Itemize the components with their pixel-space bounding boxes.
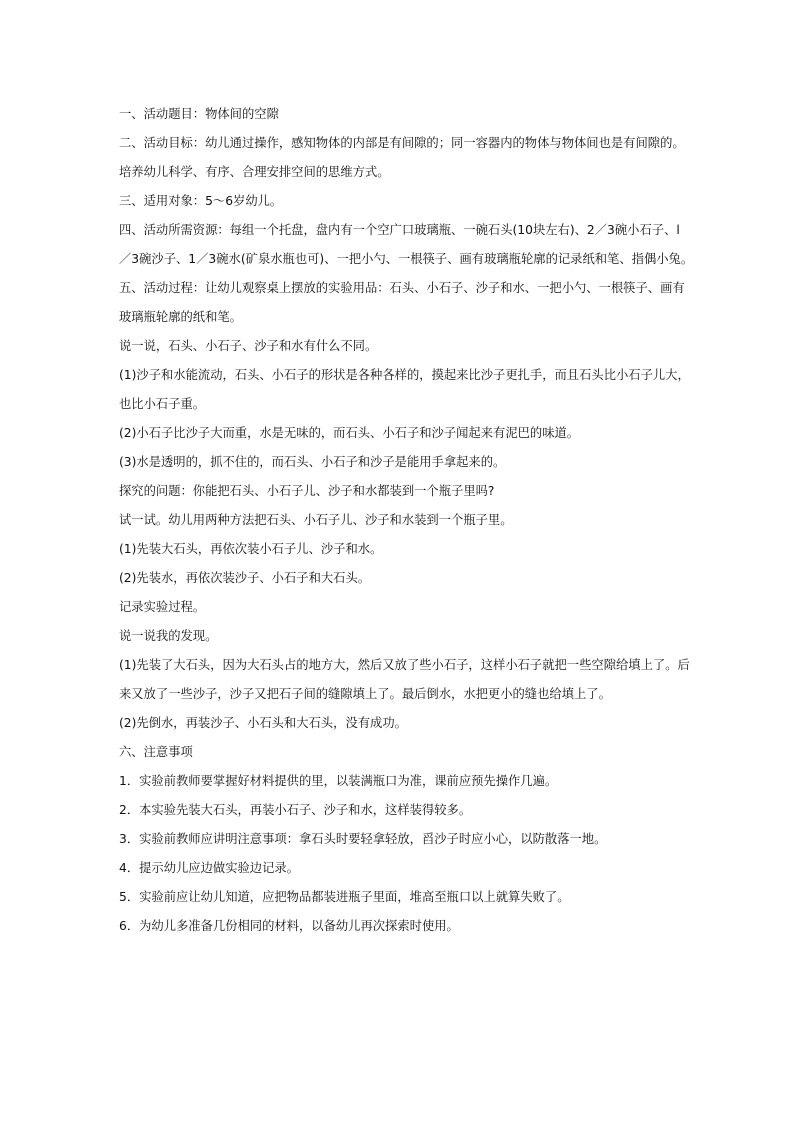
note-1: 1．实验前教师要掌握好材料提供的里，以装满瓶口为准，课前应预先操作几遍。	[119, 774, 558, 788]
difference-item-1: (1)沙子和水能流动，石头、小石子的形状是各种各样的，摸起来比沙子更扎手，而且石头比小石子儿大，	[119, 368, 690, 382]
activity-process-continued: 玻璃瓶轮廓的纸和笔。	[119, 310, 242, 324]
finding-2: (2)先倒水，再装沙子、小石头和大石头，没有成功。	[119, 716, 407, 730]
finding-1-continued: 来又放了一些沙子，沙子又把石子间的缝隙填上了。最后倒水，水把更小的缝也给填上了。	[119, 687, 611, 701]
note-6: 6．为幼儿多准备几份相同的材料，以备幼儿再次探索时使用。	[119, 919, 459, 933]
note-5: 5．实验前应让幼儿知道，应把物品都装进瓶子里面，堆高至瓶口以上就算失败了。	[119, 890, 570, 904]
findings-prompt: 说一说我的发现。	[119, 629, 218, 643]
method-1: (1)先装大石头，再依次装小石子儿、沙子和水。	[119, 542, 383, 556]
difference-item-3: (3)水是透明的，抓不住的，而石头、小石子和沙子是能用手拿起来的。	[119, 455, 506, 469]
activity-process: 五、活动过程：让幼儿观察桌上摆放的实验用品：石头、小石子、沙子和水、一把小勺、一根筷子、画有	[119, 281, 685, 295]
resources-continued: ／3碗沙子、1／3碗水(矿泉水瓶也可)、一把小勺、一根筷子、画有玻璃瓶轮廓的记录纸和笔、指偶小兔。	[119, 252, 694, 266]
note-3: 3．实验前教师应讲明注意事项：拿石头时要轻拿轻放，舀沙子时应小心，以防散落一地。	[119, 832, 607, 846]
activity-goal-continued: 培养幼儿科学、有序、合理安排空间的思维方式。	[119, 165, 390, 179]
record-process: 记录实验过程。	[119, 600, 206, 614]
difference-item-2: (2)小石子比沙子大而重，水是无味的，而石头、小石子和沙子闻起来有泥巴的味道。	[119, 426, 580, 440]
activity-goal: 二、活动目标：幼儿通过操作，感知物体的内部是有间隙的；同一容器内的物体与物体间也是有间隙的。	[119, 136, 685, 150]
inquiry-question: 探究的问题：你能把石头、小石子儿、沙子和水都装到一个瓶子里吗?	[119, 484, 495, 498]
method-2: (2)先装水，再依次装沙子、小石子和大石头。	[119, 571, 371, 585]
try-it: 试一试。幼儿用两种方法把石头、小石子儿、沙子和水装到一个瓶子里。	[119, 513, 513, 527]
activity-title: 一、活动题目：物体间的空隙	[119, 107, 279, 121]
notes-heading: 六、注意事项	[119, 745, 193, 759]
note-4: 4．提示幼儿应边做实验边记录。	[119, 861, 299, 875]
discussion-prompt: 说一说，石头、小石子、沙子和水有什么不同。	[119, 339, 378, 353]
finding-1: (1)先装了大石头，因为大石头占的地方大，然后又放了些小石子，这样小石子就把一些空隙给填上了。后	[119, 658, 690, 672]
document-page	[119, 100, 694, 941]
target-audience: 三、适用对象：5～6岁幼儿。	[119, 194, 283, 208]
note-2: 2．本实验先装大石头，再装小石子、沙子和水，这样装得较多。	[119, 803, 472, 817]
difference-item-1-continued: 也比小石子重。	[119, 397, 206, 411]
resources: 四、活动所需资源：每组一个托盘，盘内有一个空广口玻璃瓶、一碗石头(10块左右)、2／3碗小石子、l	[119, 223, 680, 237]
